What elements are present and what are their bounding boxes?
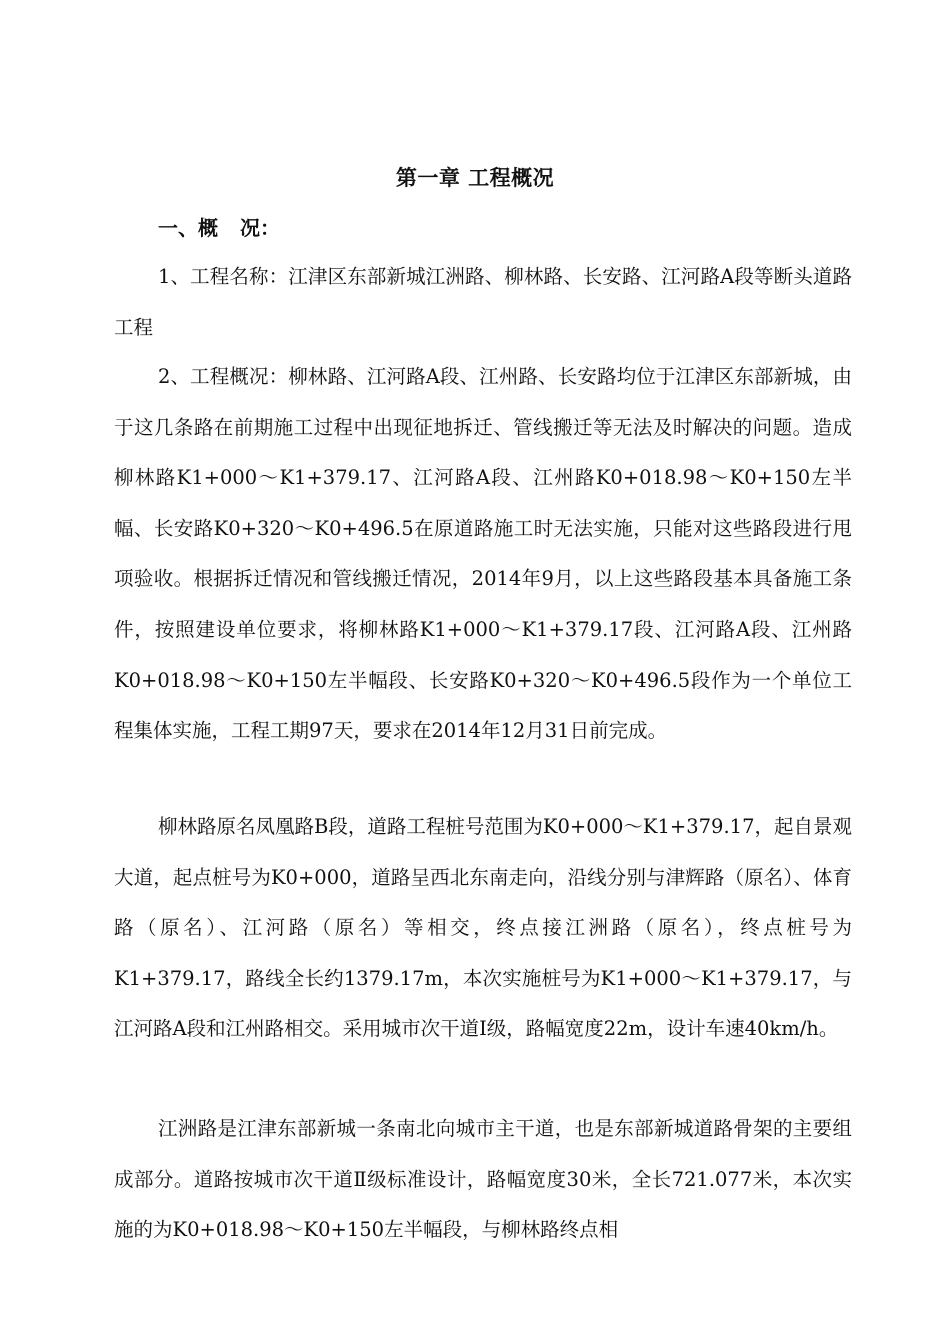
paragraph-project-name: 1、工程名称：江津区东部新城江洲路、柳林路、长安路、江河路A段等断头道路工程	[114, 265, 852, 339]
chapter-title: 第一章 工程概况	[395, 166, 555, 190]
paragraph-jiangzhou-road: 江洲路是江津东部新城一条南北向城市主干道，也是东部新城道路骨架的主要组成部分。道路按城市次干道Ⅱ级标准设计，路幅宽度30米，全长721.077米，本次实施的为K0+018.98～K0+150左半幅段，与柳林路终点相	[114, 1117, 852, 1242]
section-heading-suffix: 况：	[240, 216, 280, 240]
section-heading-prefix: 一、概	[158, 216, 218, 240]
paragraph-liulin-road: 柳林路原名凤凰路B段，道路工程桩号范围为K0+000～K1+379.17，起自景观大道，起点桩号为K0+000，道路呈西北东南走向，沿线分别与津辉路（原名）、体育路（原名）、江河路（原名）等相交，终点接江洲路（原名），终点桩号为K1+379.17，路线全长约1379.17m，本次实施桩号为K1+000～K1+379.17，与江河路A段和江州路相交。采用城市次干道Ⅰ级，路幅宽度22m，设计车速40km/h。	[114, 815, 852, 1041]
paragraph-project-overview: 2、工程概况：柳林路、江河路A段、江州路、长安路均位于江津区东部新城，由于这几条路在前期施工过程中出现征地拆迁、管线搬迁等无法及时解决的问题。造成柳林路K1+000～K1+379.17、江河路A段、江州路K0+018.98～K0+150左半幅、长安路K0+320～K0+496.5在原道路施工时无法实施，只能对这些路段进行甩项验收。根据拆迁情况和管线搬迁情况，2014年9月，以上这些路段基本具备施工条件，按照建设单位要求，将柳林路K1+000～K1+379.17段、江河路A段、江州路K0+018.98～K0+150左半幅段、长安路K0+320～K0+496.5段作为一个单位工程集体实施，工程工期97天，要求在2014年12月31日前完成。	[114, 365, 852, 743]
section-heading	[158, 210, 280, 246]
